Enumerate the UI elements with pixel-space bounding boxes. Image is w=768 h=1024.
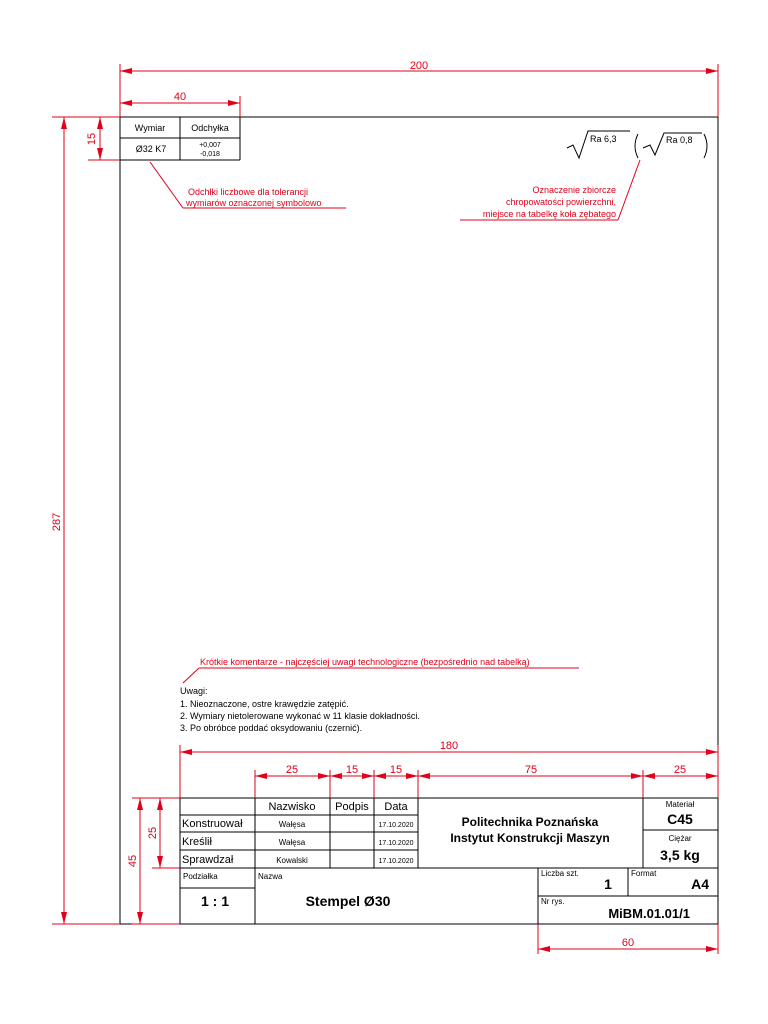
roughness-note-line1: Oznaczenie zbiorcze [532,185,616,195]
remarks-item: 3. Po obróbce poddać oksydowaniu (czernić). [180,723,363,733]
roughness-note-line2: chropowatości powierzchni, [505,197,616,207]
quantity-value: 1 [604,876,612,892]
remarks-item: 1. Nieoznaczone, ostre krawędzie zatępić. [180,699,349,709]
header-podpis: Podpis [335,801,369,813]
scale-label: Podziałka [183,872,218,881]
remarks-item: 2. Wymiary nietolerowane wykonać w 11 klasie dokładności. [180,711,420,721]
dimension-overall-width [120,60,718,117]
roughness-symbols [567,131,707,158]
weight-label: Ciężar [668,834,692,843]
tol-header-deviation: Odchyłka [191,123,229,133]
dim-text: 15 [86,132,98,146]
tol-header-dimension: Wymiar [134,123,166,133]
tol-dimension-value: Ø32 K7 [135,144,167,154]
dim-text: 60 [621,937,635,949]
role-label: Kreślił [182,836,212,848]
dimension-overall-height [51,117,120,924]
roughness-note [460,160,640,220]
name-label: Nazwa [258,872,283,881]
tolerance-note-line1: Odchłki liczbowe dla tolerancji [188,187,309,197]
dim-text: 25 [285,764,299,776]
dimension-tolerance-width [120,91,240,117]
name-value: Kowalski [276,856,308,865]
tol-deviation-lower: -0,018 [200,151,220,158]
remarks-heading: Uwagi: [180,686,208,696]
dim-text: 40 [173,91,187,103]
drawing-number-label: Nr rys. [541,897,565,906]
date-value: 17.10.2020 [378,858,414,865]
institution-name: Politechnika Poznańska [461,815,599,829]
dim-text: 25 [147,826,159,840]
weight-value: 3,5 kg [660,847,700,863]
date-value: 17.10.2020 [378,822,414,829]
dim-text: 15 [345,764,359,776]
material-value: C45 [667,811,693,827]
dim-text: 287 [51,512,63,532]
name-value: Wałęsa [278,820,306,829]
dimension-title-block-heights [127,798,180,924]
dim-text: 200 [409,60,429,72]
tolerance-note [150,162,346,208]
comments-note [183,657,579,683]
roughness-main-label: Ra 6,3 [590,134,617,144]
format-label: Format [631,869,657,878]
part-name: Stempel Ø30 [305,893,391,909]
tol-deviation-upper: +0,007 [199,142,221,149]
header-nazwisko: Nazwisko [268,801,316,813]
dim-text: 45 [127,854,139,868]
drawing-frame [120,117,718,924]
dim-text: 25 [673,764,687,776]
remarks [180,686,420,733]
tolerance-table [120,117,240,160]
drawing-number-value: MiBM.01.01/1 [608,906,690,921]
institution-department: Instytut Konstrukcji Maszyn [450,831,610,845]
role-label: Konstruował [182,818,243,830]
format-value: A4 [691,876,709,892]
role-label: Sprawdzał [182,854,234,866]
material-label: Materiał [665,800,695,809]
scale-value: 1 : 1 [200,893,230,909]
date-value: 17.10.2020 [378,840,414,847]
title-block [180,798,718,924]
dim-text: 75 [524,764,538,776]
roughness-other-label: Ra 0,8 [666,135,693,145]
dim-text: 15 [389,764,403,776]
dimension-title-block-width [180,740,718,798]
dimension-format-width [538,924,718,954]
dimension-columns [255,764,718,798]
tolerance-note-line2: wymiarów oznaczonej symbolowo [186,198,322,208]
dim-text: 180 [439,740,459,752]
header-data: Data [384,801,408,813]
comments-note-text: Krótkie komentarze - najczęściej uwagi technologiczne (bezpośrednio nad tabelką) [200,657,530,667]
name-value: Wałęsa [278,838,306,847]
roughness-note-line3: miejsce na tabelkę koła zębatego [482,209,616,219]
quantity-label: Liczba szt. [541,869,579,878]
dimension-tolerance-height [86,117,120,160]
